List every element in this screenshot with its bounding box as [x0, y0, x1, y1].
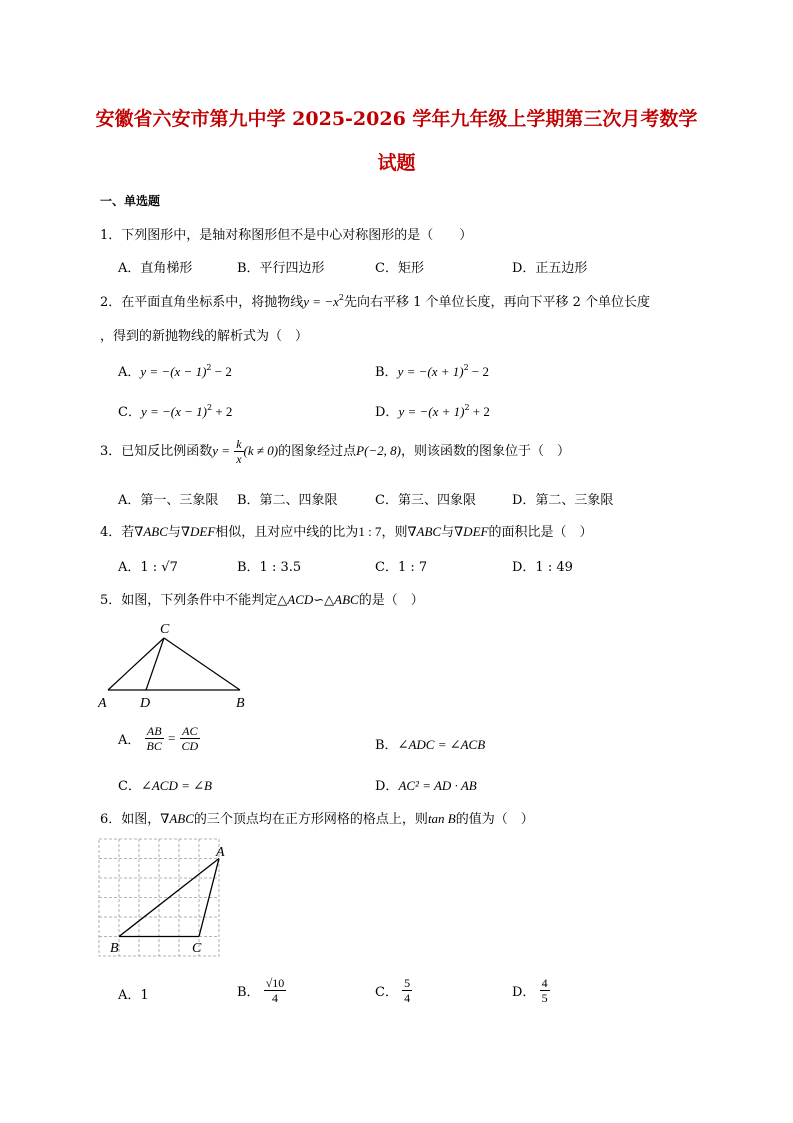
question-1-option-c: C．矩形 — [375, 261, 424, 276]
question-2-option-d: D．$y = -(x + 1)^2 + 2$ — [375, 403, 490, 420]
square-grid — [99, 839, 219, 956]
label-d: D — [140, 696, 151, 711]
question-4-option-d: D．1 : 49 — [512, 560, 573, 575]
question-5-option-a: A． $\frac{AB}{BC}$ = $\frac{AC}{CD}$ — [118, 724, 199, 753]
question-5-option-d: D．AC² = AD · AB — [375, 778, 477, 794]
question-5-option-c: C．∠ACD = ∠B — [118, 778, 212, 794]
question-2-parabola: y = −x — [303, 294, 339, 309]
question-2-stem-suffix: 先向右平移 1 个单位长度，再向下平移 2 个单位长度 — [343, 295, 651, 310]
question-6-stem: 6．如图，∇ABC的三个顶点均在正方形网格的格点上，则tan B的值为（ ） — [100, 811, 534, 827]
question-6-option-d: D． $\frac{4}{5}$ — [512, 976, 548, 1005]
question-6-option-a: A．1 — [118, 988, 149, 1003]
question-3-fraction: $\frac{k}{x}$ — [236, 437, 242, 466]
label-a: A — [216, 845, 225, 860]
label-b: B — [236, 696, 245, 711]
page-title-line1: 安徽省六安市第九中学 2025-2026 学年九年级上学期第三次月考数学 — [95, 108, 698, 130]
question-3-option-c: C．第三、四象限 — [375, 493, 476, 508]
question-5-stem: 5．如图，下列条件中不能判定△ACD∽△ABC的是（ ） — [100, 592, 424, 608]
question-3-option-b: B．第二、四象限 — [237, 493, 338, 508]
question-1-option-d: D．正五边形 — [512, 261, 588, 276]
page-title-line2: 试题 — [377, 152, 416, 174]
question-1-stem: 1．下列图形中，是轴对称图形但不是中心对称图形的是（ ） — [100, 228, 473, 243]
segment-cb — [164, 638, 240, 690]
label-b: B — [110, 941, 119, 956]
question-5-figure — [92, 618, 262, 714]
question-2-option-a: A．$y = -(x - 1)^2 - 2$ — [118, 363, 232, 380]
question-2-option-c: C．$y = -(x - 1)^2 + 2$ — [118, 403, 233, 420]
label-c: C — [192, 941, 202, 956]
question-4-stem: 4．若∇ABC与∇DEF相似，且对应中线的比为1 : 7，则∇ABC与∇DEF的面积比是（ ） — [100, 524, 593, 540]
label-a: A — [98, 696, 107, 711]
question-2-exponent: 2 — [338, 293, 344, 302]
question-3-stem: 3．已知反比例函数y = $\frac{k}{x}$ (k ≠ 0)的图象经过点P(−2, 8)，则该函数的图象位于（ ） — [100, 437, 571, 466]
question-6-figure — [94, 834, 234, 962]
question-3-option-a: A．第一、三象限 — [118, 493, 219, 508]
question-3-option-d: D．第二、三象限 — [512, 493, 614, 508]
question-2-stem-line2: ，得到的新抛物线的解析式为（ ） — [100, 329, 309, 344]
question-2-option-b: B．$y = -(x + 1)^2 - 2$ — [375, 363, 490, 380]
question-4-option-c: C．1 : 7 — [375, 560, 428, 575]
question-3-point: P(−2, 8) — [356, 443, 402, 458]
question-6-option-b: B． $\frac{√10}{4}$ — [237, 976, 285, 1005]
question-4-option-a: A．1 : √7 — [118, 560, 178, 575]
question-1-option-a: A．直角梯形 — [118, 261, 193, 276]
question-1-option-b: B．平行四边形 — [237, 261, 325, 276]
question-5-option-b: B．∠ADC = ∠ACB — [375, 737, 486, 753]
label-c: C — [160, 622, 170, 637]
question-6-option-c: C． $\frac{5}{4}$ — [375, 976, 411, 1005]
question-2-stem-prefix: 2．在平面直角坐标系中，将抛物线 — [100, 295, 304, 310]
question-4-option-b: B．1 : 3.5 — [237, 560, 302, 575]
section-heading: 一、单选题 — [100, 194, 161, 208]
question-2-stem — [100, 291, 650, 310]
